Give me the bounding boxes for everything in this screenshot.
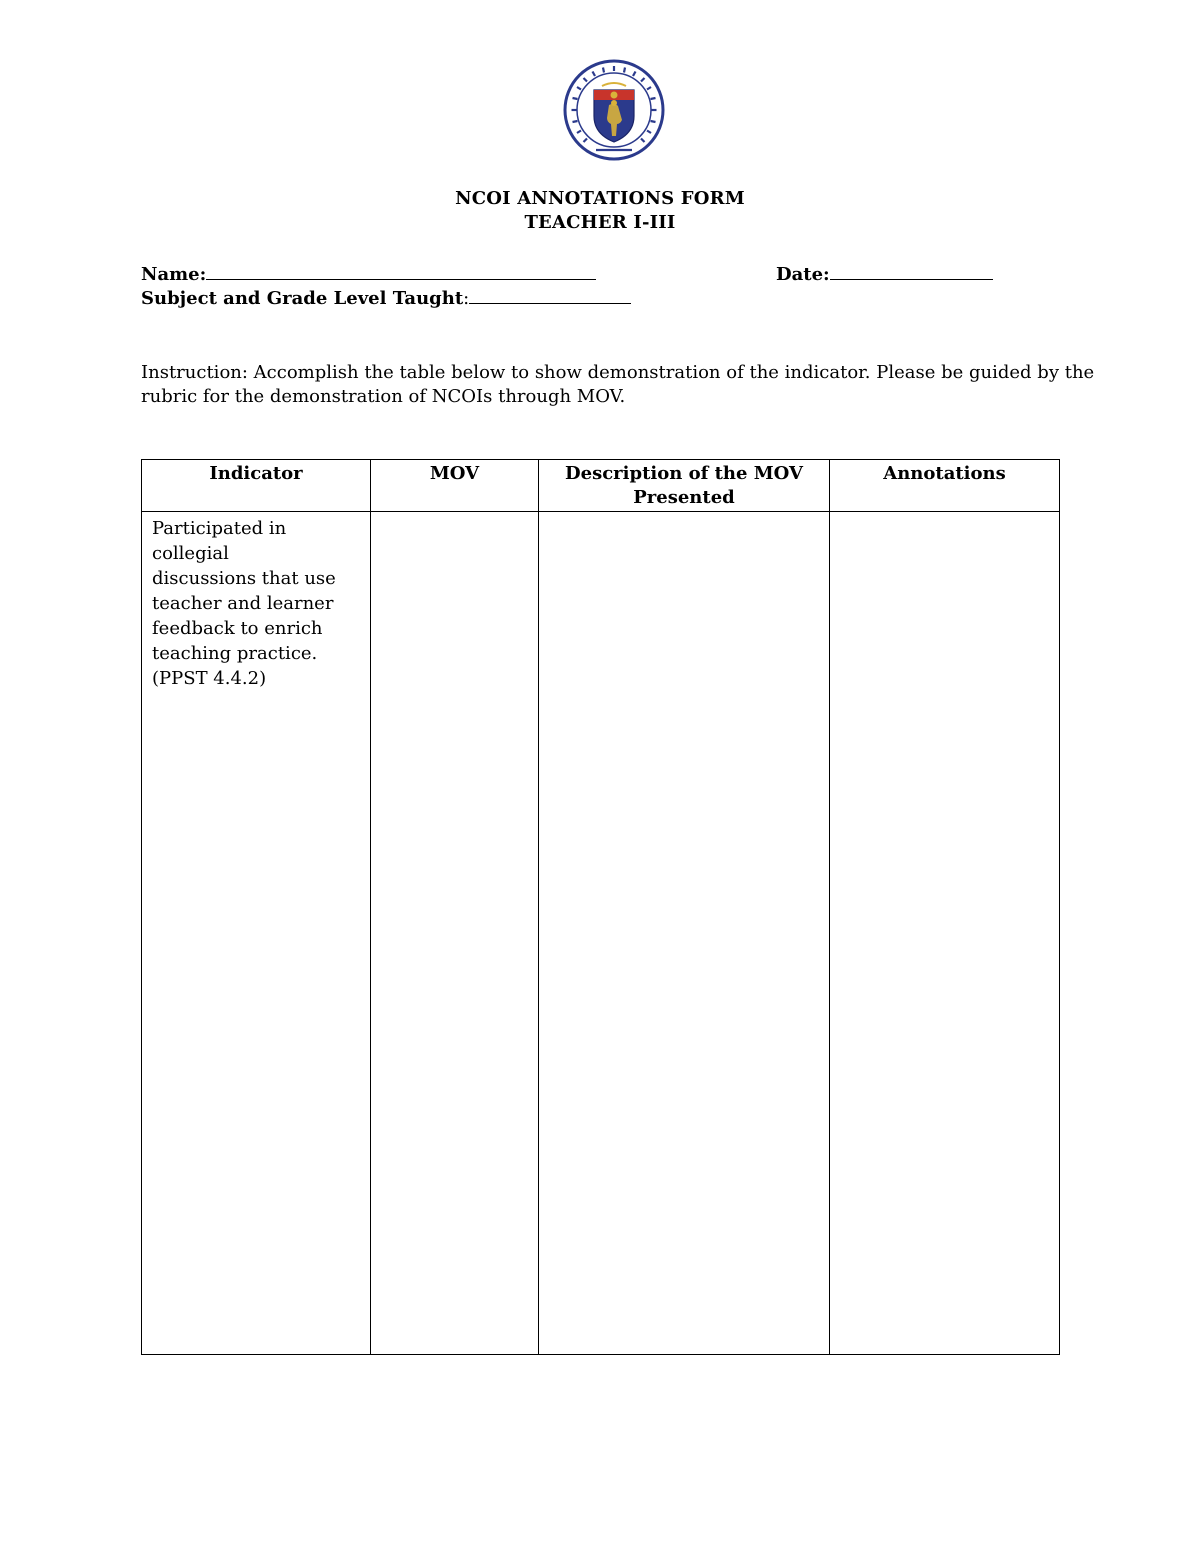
instruction-line-1: Instruction: Accomplish the table below to show demonstration of the indicator. Please be guided by the	[141, 362, 1095, 383]
header-description-line-2: Presented	[633, 487, 735, 508]
table-header-row	[142, 460, 1060, 512]
name-label: Name:	[141, 264, 207, 285]
subject-grade-label: Subject and Grade Level Taught	[141, 288, 464, 309]
instruction-line-2: rubric for the demonstration of NCOIs through MOV.	[141, 386, 626, 407]
indicator-line: discussions that use	[152, 568, 336, 589]
indicator-line: teacher and learner	[152, 593, 334, 614]
name-blank-line[interactable]	[206, 263, 596, 280]
mov-cell[interactable]	[371, 512, 539, 1355]
instruction-text	[141, 361, 1095, 409]
header-mov: MOV	[371, 460, 539, 512]
annotations-cell[interactable]	[830, 512, 1060, 1355]
date-label: Date:	[776, 264, 830, 285]
form-subtitle: TEACHER I-III	[524, 212, 676, 233]
header-description	[539, 460, 830, 512]
subject-grade-field[interactable]	[141, 287, 631, 309]
indicator-cell	[142, 512, 371, 1355]
subject-grade-blank-line[interactable]	[469, 287, 631, 304]
indicator-line: Participated in collegial	[152, 518, 287, 564]
name-field[interactable]	[141, 263, 596, 285]
indicator-line: (PPST 4.4.2)	[152, 668, 267, 689]
date-field[interactable]	[776, 263, 993, 285]
indicator-line: feedback to enrich	[152, 618, 323, 639]
header-description-line-1: Description of the MOV	[565, 463, 803, 484]
subject-grade-colon: :	[463, 288, 470, 309]
header-annotations: Annotations	[830, 460, 1060, 512]
deped-seal-icon	[562, 58, 666, 162]
header-indicator: Indicator	[142, 460, 371, 512]
annotations-table	[141, 459, 1060, 1355]
indicator-line: teaching practice.	[152, 643, 318, 664]
table-row	[142, 512, 1060, 1355]
form-title: NCOI ANNOTATIONS FORM	[455, 188, 745, 209]
description-cell[interactable]	[539, 512, 830, 1355]
date-blank-line[interactable]	[830, 263, 993, 280]
